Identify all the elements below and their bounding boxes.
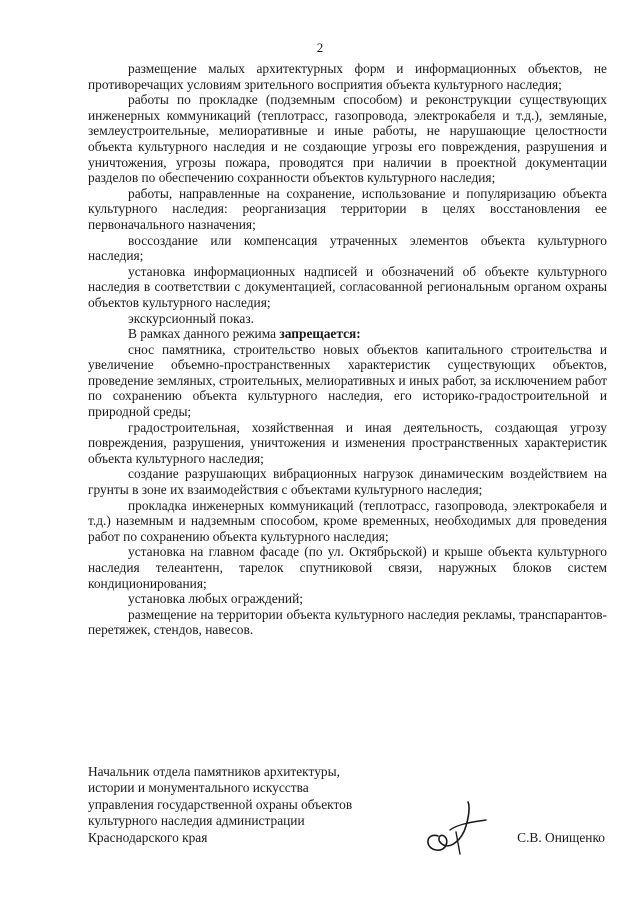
paragraph xyxy=(88,342,607,420)
paragraph xyxy=(88,326,607,342)
paragraph-text: В рамках данного режима xyxy=(128,326,280,342)
paragraph xyxy=(88,498,607,545)
paragraph-text: размещение малых архитектурных форм и информационных объектов, не противоречащих условиям зрительного восприятия объекта культурного наследия; xyxy=(88,61,607,92)
paragraph xyxy=(88,591,607,607)
paragraph xyxy=(88,466,607,497)
paragraph-text: прокладка инженерных коммуникаций (теплотрасс, газопровода, электрокабеля и т.д.) наземным и надземным способом, кроме временных, необходимых для проведения работ по сохранению объекта культурного наследия; xyxy=(88,497,607,544)
paragraph xyxy=(88,420,607,467)
paragraph xyxy=(88,544,607,591)
signatory-name: С.В. Онищенко xyxy=(517,830,605,845)
page-number: 2 xyxy=(316,40,324,55)
signatory-title-line: Краснодарского края xyxy=(88,829,208,845)
prohibited-heading: запрещается: xyxy=(279,326,361,342)
paragraph xyxy=(88,607,607,638)
paragraph-text: воссоздание или компенсация утраченных элементов объекта культурного наследия; xyxy=(88,232,607,264)
paragraph-text: установка на главном фасаде (по ул. Октябрьской) и крыше объекта культурного наследия телеантенн, тарелок спутниковой связи, наружных блоков систем кондиционирования; xyxy=(88,544,607,591)
paragraph xyxy=(88,264,607,311)
document-body xyxy=(88,61,607,638)
paragraph xyxy=(88,61,607,92)
signature-block xyxy=(88,764,607,874)
paragraph-text: создание разрушающих вибрационных нагрузок динамическим воздействием на грунты в зоне их взаимодействия с объектами культурного наследия; xyxy=(88,466,607,498)
signatory-title xyxy=(88,764,352,846)
paragraph-text: установка любых ограждений; xyxy=(128,591,303,607)
signatory-title-line: истории и монументального искусства xyxy=(88,780,309,796)
paragraph-text: работы, направленные на сохранение, использование и популяризацию объекта культурного наследия: реорганизация территории в целях восстановления ее первоначального назначения; xyxy=(88,185,607,232)
paragraph-text: установка информационных надписей и обозначений об объекте культурного наследия в соответствии с документацией, согласованной региональным органом охраны объектов культурного наследия; xyxy=(88,263,607,310)
paragraph-text: размещение на территории объекта культурного наследия рекламы, транспарантов-перетяжек, стендов, навесов. xyxy=(88,606,607,638)
signatory-title-line: управления государственной охраны объектов xyxy=(88,796,353,812)
paragraph xyxy=(88,186,607,233)
paragraph-text: экскурсионный показ. xyxy=(128,310,254,326)
paragraph xyxy=(88,92,607,186)
paragraph-text: снос памятника, строительство новых объектов капитального строительства и увеличение объемно-пространственных характеристик существующих объектов, проведение земляных, строительных, мелиоративных и иных работ, за исключением работ по сохранению объекта культурного наследия, его историко-градостроительной и природной среды; xyxy=(88,341,607,420)
paragraph xyxy=(88,233,607,264)
signatory-title-line: культурного наследия администрации xyxy=(88,813,305,829)
handwritten-signature-icon xyxy=(416,796,488,858)
paragraph-text: градостроительная, хозяйственная и иная деятельность, создающая угрозу повреждения, разрушения, уничтожения и изменения пространственных характеристик объекта культурного наследия; xyxy=(88,419,607,466)
signatory-title-line: Начальник отдела памятников архитектуры, xyxy=(88,764,340,779)
paragraph-text: работы по прокладке (подземным способом) и реконструкции существующих инженерных коммуникаций (теплотрасс, газопровода, электрокабеля и т.д.), земляные, землеустроительные, мелиоративные и иные работы, не нарушающие целостности объекта культурного наследия и не создающие угрозы его повреждения, разрушения и уничтожения, угрозы пожара, проводятся при наличии в проектной документации разделов по обеспечению сохранности объектов культурного наследия; xyxy=(88,92,607,186)
paragraph xyxy=(88,311,607,327)
